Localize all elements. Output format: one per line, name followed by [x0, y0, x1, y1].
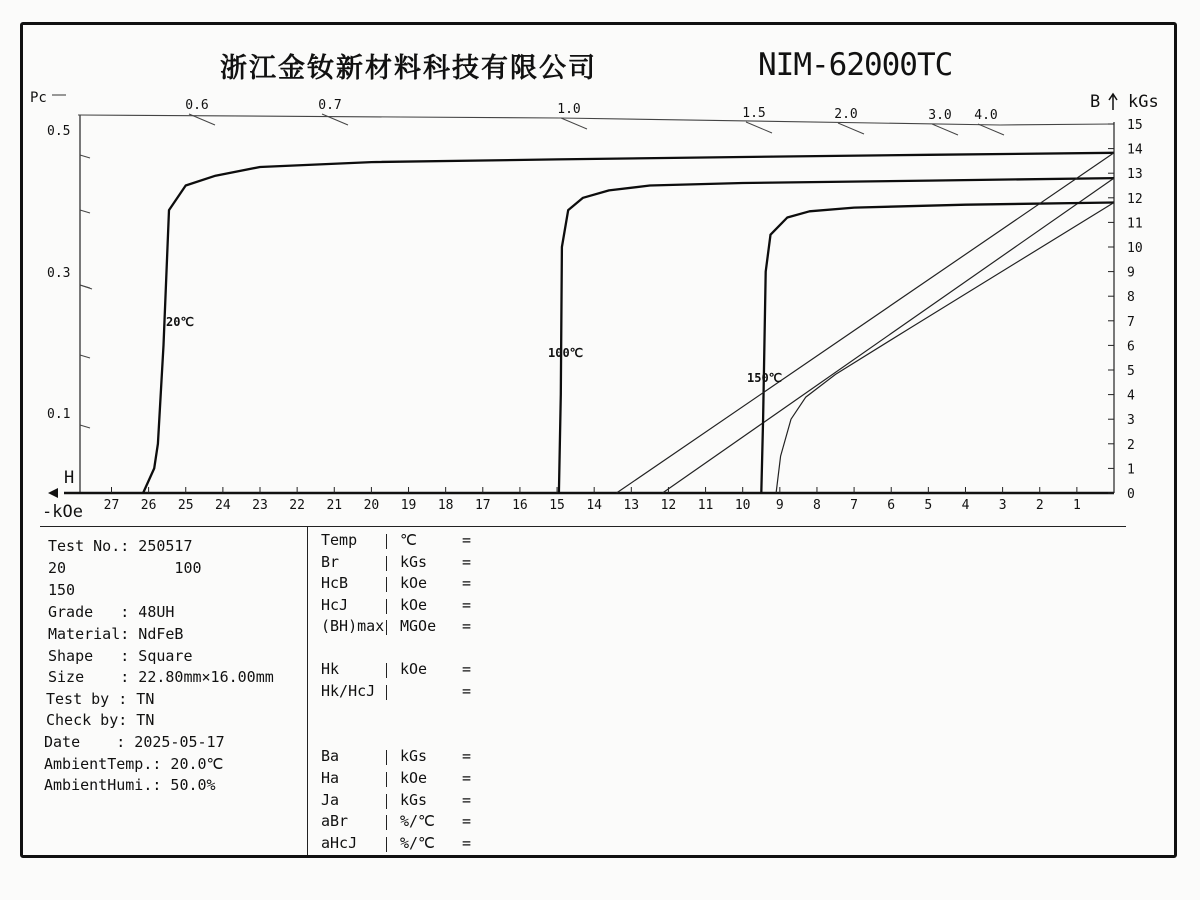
ambient-temp: AmbientTemp.: 20.0℃: [44, 755, 224, 773]
result-name: aBr: [321, 812, 349, 830]
y-tick-label: 1: [1127, 462, 1135, 478]
column-separator: [386, 837, 388, 852]
result-eq: =: [462, 617, 472, 635]
x-tick-label: 9: [775, 498, 784, 513]
result-name: Ja: [321, 791, 340, 809]
result-unit: kOe: [400, 769, 428, 787]
result-name: HcJ: [321, 596, 349, 614]
pc-top-tick-mark: [746, 122, 772, 133]
result-eq: =: [462, 660, 472, 678]
check-by: Check by: TN: [46, 711, 155, 729]
pc-top-tick-mark: [932, 124, 958, 135]
result-unit: %/℃: [400, 812, 435, 830]
pc-top-tick-label: 4.0: [974, 108, 998, 123]
result-unit: kGs: [400, 747, 428, 765]
y-tick-label: 15: [1127, 118, 1143, 133]
b-axis-unit: kGs: [1128, 92, 1159, 112]
pc-top-tick-label: 0.6: [185, 98, 209, 113]
column-separator: [386, 663, 388, 678]
x-tick-label: 24: [215, 498, 231, 513]
b-demag-curve: [776, 203, 1114, 494]
x-tick-label: 27: [103, 498, 120, 513]
series-label: 20℃: [166, 315, 194, 329]
y-tick-label: 6: [1127, 339, 1135, 355]
pc-axis-label: Pc: [30, 90, 47, 106]
result-eq: =: [462, 769, 472, 787]
result-name: aHcJ: [321, 834, 358, 852]
series-label: 150℃: [747, 371, 783, 385]
result-eq: =: [462, 834, 472, 852]
result-name: HcB: [321, 574, 349, 592]
y-tick-label: 11: [1127, 216, 1143, 232]
pc-tick-label: 0.3: [47, 266, 71, 281]
column-separator: [386, 815, 388, 830]
x-tick-label: 22: [289, 498, 305, 513]
x-tick-label: 18: [437, 498, 454, 513]
material: Material: NdFeB: [48, 625, 184, 643]
x-tick-label: 7: [850, 498, 859, 513]
pc-top-tick-label: 0.7: [318, 98, 342, 113]
result-eq: =: [462, 553, 472, 571]
pc-top-tick-mark: [978, 124, 1004, 135]
pc-top-tick-mark: [838, 123, 864, 134]
result-eq: =: [462, 812, 472, 830]
pc-minor-tick: [80, 210, 90, 213]
b-demag-curve: [617, 153, 1115, 493]
y-tick-label: 13: [1127, 167, 1143, 183]
result-unit: MGOe: [400, 617, 437, 635]
column-separator: [386, 556, 388, 571]
column-separator: [386, 534, 388, 549]
result-name: Temp: [321, 531, 358, 549]
x-tick-label: 19: [400, 498, 417, 513]
x-tick-label: 2: [1035, 498, 1044, 513]
test-number: Test No.: 250517: [48, 537, 193, 555]
pc-top-tick-label: 3.0: [928, 108, 952, 123]
x-tick-label: 26: [140, 498, 157, 513]
result-eq: =: [462, 574, 472, 592]
result-name: Br: [321, 553, 340, 571]
x-tick-label: 14: [586, 498, 603, 513]
result-name: Ha: [321, 769, 340, 787]
result-unit: kOe: [400, 660, 428, 678]
result-eq: =: [462, 791, 472, 809]
column-separator: [386, 620, 388, 635]
h-axis-unit: -kOe: [42, 502, 83, 522]
result-name: Ba: [321, 747, 340, 765]
result-eq: =: [462, 682, 472, 700]
x-tick-label: 17: [474, 498, 491, 513]
pc-top-scale-line: [78, 115, 1114, 125]
pc-minor-tick: [80, 155, 90, 158]
b-axis-letter: B: [1090, 92, 1101, 112]
x-tick-label: 10: [734, 498, 751, 513]
y-tick-label: 7: [1127, 314, 1135, 330]
j-demag-curve: [559, 178, 1114, 493]
pc-top-tick-label: 1.0: [557, 102, 581, 117]
x-tick-label: 1: [1072, 498, 1081, 513]
column-separator: [386, 794, 388, 809]
x-tick-label: 21: [326, 498, 343, 513]
pc-top-tick-label: 1.5: [742, 106, 766, 121]
x-tick-label: 6: [887, 498, 896, 513]
y-tick-label: 0: [1127, 487, 1135, 502]
y-tick-label: 3: [1127, 413, 1135, 429]
x-tick-label: 12: [660, 498, 677, 513]
result-eq: =: [462, 747, 472, 765]
x-tick-label: 16: [512, 498, 528, 513]
result-unit: kGs: [400, 791, 428, 809]
x-tick-label: 4: [961, 498, 970, 513]
pc-minor-tick: [80, 355, 90, 358]
x-tick-label: 8: [813, 498, 821, 513]
shape: Shape : Square: [48, 647, 193, 665]
j-demag-curve: [761, 203, 1114, 494]
pc-tick-label: 0.5: [47, 124, 71, 139]
size: Size : 22.80mm×16.00mm: [48, 668, 274, 686]
result-name: Hk: [321, 660, 340, 678]
y-tick-label: 8: [1127, 290, 1135, 306]
model-number: NIM-62000TC: [758, 47, 953, 83]
pc-top-tick-mark: [322, 114, 348, 125]
b-demag-curve: [663, 178, 1115, 493]
column-separator: [386, 772, 388, 787]
pc-tick-label: 0.1: [47, 407, 71, 422]
y-tick-label: 10: [1127, 241, 1143, 256]
series-label: 100℃: [548, 346, 584, 360]
pc-top-tick-mark: [561, 118, 587, 129]
pc-top-tick-label: 2.0: [834, 107, 858, 122]
column-separator: [386, 577, 388, 592]
column-separator: [386, 599, 388, 614]
h-axis-letter: H: [64, 468, 75, 488]
result-name: Hk/HcJ: [321, 682, 376, 700]
x-tick-label: 13: [623, 498, 640, 513]
b-axis-arrow-icon: [1109, 94, 1117, 110]
company-title: 浙江金钕新材料科技有限公司: [220, 53, 597, 84]
result-unit: kGs: [400, 553, 428, 571]
results-divider: [307, 527, 308, 855]
y-tick-label: 9: [1127, 265, 1135, 281]
y-tick-label: 2: [1127, 437, 1135, 453]
x-tick-label: 5: [924, 498, 933, 513]
column-separator: [386, 750, 388, 765]
y-tick-label: 5: [1127, 364, 1135, 379]
x-tick-label: 25: [177, 498, 194, 513]
pc-minor-tick: [80, 425, 90, 428]
test-temps: 20 100: [48, 559, 202, 577]
y-tick-label: 4: [1127, 388, 1135, 404]
test-temp-3: 150: [48, 581, 76, 599]
bottom-separator-line: [40, 526, 1126, 527]
result-unit: kOe: [400, 574, 428, 592]
x-tick-label: 15: [549, 498, 565, 513]
pc-minor-tick: [80, 285, 92, 289]
date: Date : 2025-05-17: [44, 733, 225, 751]
result-eq: =: [462, 531, 472, 549]
x-tick-label: 3: [998, 498, 1007, 513]
y-tick-label: 14: [1127, 142, 1143, 158]
ambient-humi: AmbientHumi.: 50.0%: [44, 776, 216, 794]
h-axis-arrow-icon: [48, 488, 58, 498]
grade: Grade : 48UH: [48, 603, 175, 621]
x-tick-label: 23: [252, 498, 268, 513]
x-tick-label: 11: [697, 498, 714, 513]
result-unit: kOe: [400, 596, 428, 614]
test-by: Test by : TN: [46, 690, 155, 708]
x-tick-label: 20: [363, 498, 380, 513]
y-tick-label: 12: [1127, 191, 1143, 207]
result-name: (BH)max: [321, 617, 385, 635]
column-separator: [386, 685, 388, 700]
result-unit: %/℃: [400, 834, 435, 852]
result-eq: =: [462, 596, 472, 614]
result-unit: ℃: [400, 531, 417, 549]
